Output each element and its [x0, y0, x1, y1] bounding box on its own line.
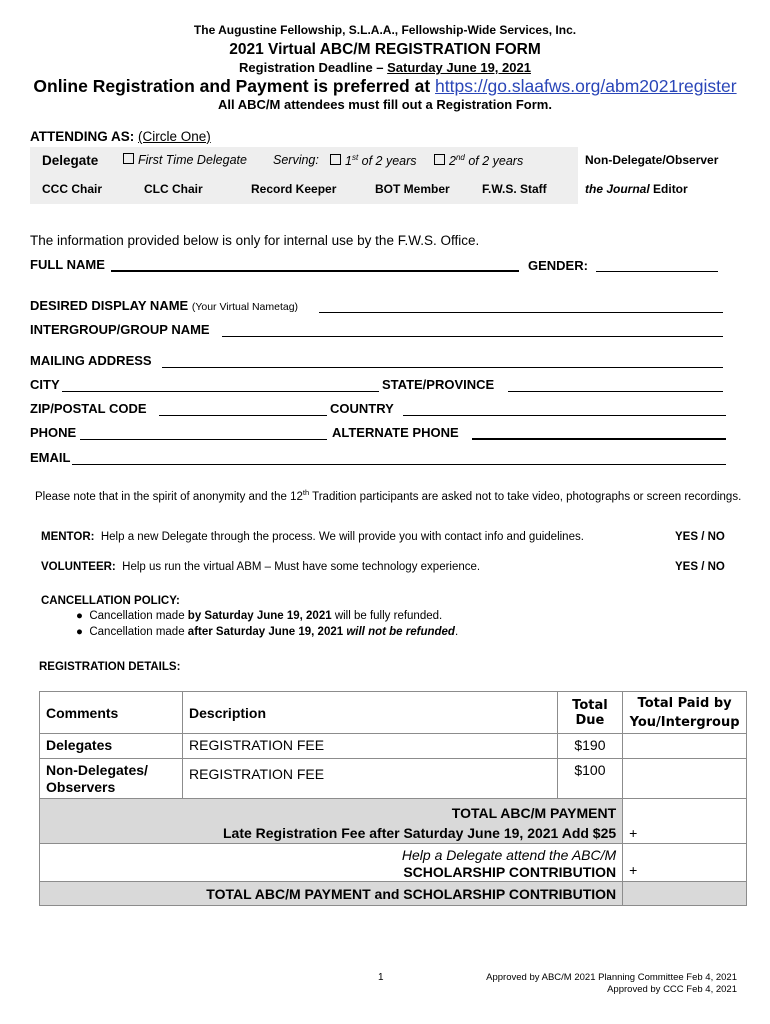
state-field[interactable] [508, 391, 723, 392]
attending-label: ATTENDING AS: [30, 129, 135, 144]
approval-line1: Approved by ABC/M 2021 Planning Committee Feb 4, 2021 [486, 972, 737, 983]
alt-phone-field[interactable] [472, 438, 726, 440]
total-payment-cell [40, 799, 623, 844]
header-description: Description [183, 692, 558, 734]
display-name-label-row [30, 298, 298, 313]
nondelegates-line1: Non-Delegates/ [46, 762, 148, 778]
table-row-total [40, 799, 747, 844]
header-comments: Comments [40, 692, 183, 734]
total-payment-paid[interactable] [623, 799, 747, 844]
anonymity-pre: Please note that in the spirit of anonymity and the 12 [35, 490, 303, 503]
cancellation-item-1 [76, 610, 442, 622]
second-year-sup: nd [455, 153, 465, 162]
intergroup-label: INTERGROUP/GROUP NAME [30, 322, 210, 337]
cancel1-bold: by Saturday June 19, 2021 [187, 610, 332, 622]
option-second-year[interactable] [434, 153, 523, 168]
approval-note [486, 972, 737, 996]
row-nondelegates-paid[interactable] [623, 759, 747, 799]
cancel2-bold: after Saturday June 19, 2021 [187, 626, 344, 638]
option-journal-editor[interactable] [585, 182, 688, 196]
volunteer-label: VOLUNTEER: [41, 561, 116, 573]
gender-label: GENDER: [528, 258, 588, 273]
row-nondelegates-due: $100 [557, 759, 622, 799]
internal-use-note: The information provided below is only for internal use by the F.W.S. Office. [30, 233, 480, 248]
city-field[interactable] [62, 391, 379, 392]
cancellation-title: CANCELLATION POLICY: [41, 595, 180, 607]
journal-rest: Editor [649, 182, 688, 196]
table-header-row [40, 692, 747, 734]
mentor-label: MENTOR: [41, 531, 95, 543]
header-total-due: Total Due [557, 692, 622, 734]
form-title: 2021 Virtual ABC/M REGISTRATION FORM [229, 41, 541, 58]
country-label: COUNTRY [330, 401, 394, 416]
option-record-keeper[interactable]: Record Keeper [251, 182, 337, 196]
display-name-field[interactable] [319, 312, 723, 313]
online-line [0, 76, 770, 97]
late-fee-label: Late Registration Fee after Saturday June 19, 2021 Add $25 [222, 825, 617, 841]
mentor-row [41, 531, 584, 543]
option-first-year[interactable] [330, 153, 417, 168]
total-paid-line2: You/Intergroup [629, 714, 740, 730]
display-name-label: DESIRED DISPLAY NAME [30, 298, 189, 313]
full-name-field[interactable] [111, 270, 519, 272]
email-field[interactable] [72, 464, 726, 465]
total-payment-label: TOTAL ABC/M PAYMENT [451, 805, 617, 821]
row-delegates-comment: Delegates [40, 734, 183, 759]
scholarship-cell [40, 844, 623, 882]
registration-link[interactable]: https://go.slaafws.org/abm2021register [435, 76, 737, 96]
option-clc-chair[interactable]: CLC Chair [144, 182, 203, 196]
journal-italic: the Journal [585, 182, 650, 196]
first-time-checkbox[interactable] [123, 153, 134, 164]
table-row-scholarship [40, 844, 747, 882]
approval-line2: Approved by CCC Feb 4, 2021 [607, 984, 737, 995]
phone-label: PHONE [30, 425, 77, 440]
page-number: 1 [378, 972, 384, 983]
option-first-time[interactable] [123, 153, 247, 167]
display-name-note: (Your Virtual Nametag) [191, 301, 299, 313]
row-delegates-paid[interactable] [623, 734, 747, 759]
bullet-icon: ● [76, 626, 83, 638]
scholarship-paid[interactable] [623, 844, 747, 882]
grand-total-cell: TOTAL ABC/M PAYMENT and SCHOLARSHIP CONTRIBUTION [40, 882, 623, 906]
table-row-grand-total [40, 882, 747, 906]
second-year-rest: of 2 years [464, 154, 524, 169]
deadline-line [0, 60, 770, 75]
header-total-paid [623, 692, 747, 734]
deadline-date: Saturday June 19, 2021 [387, 60, 531, 75]
volunteer-row [41, 561, 480, 573]
mailing-field[interactable] [162, 367, 723, 368]
volunteer-yes-no[interactable]: YES / NO [675, 561, 725, 573]
plus-sign: + [629, 825, 638, 841]
row-delegates-due: $190 [557, 734, 622, 759]
first-year-rest: of 2 years [358, 154, 417, 169]
option-ccc-chair[interactable]: CCC Chair [42, 182, 103, 196]
mentor-yes-no[interactable]: YES / NO [675, 531, 725, 543]
mailing-label: MAILING ADDRESS [30, 353, 152, 368]
row-nondelegates-description: REGISTRATION FEE [183, 759, 558, 799]
row-delegates-description: REGISTRATION FEE [183, 734, 558, 759]
scholarship-label: SCHOLARSHIP CONTRIBUTION [403, 864, 617, 880]
anonymity-sup: th [302, 488, 310, 497]
cancel2-bold-italic: will not be refunded [346, 626, 455, 638]
bullet-icon: ● [76, 610, 83, 622]
first-year-num: 1 [345, 154, 352, 169]
zip-field[interactable] [159, 415, 327, 416]
email-label: EMAIL [30, 450, 71, 465]
first-time-label: First Time Delegate [138, 153, 247, 167]
alt-phone-label: ALTERNATE PHONE [332, 425, 459, 440]
cancel1-post: will be fully refunded. [331, 610, 443, 622]
attending-label-row [30, 129, 211, 144]
option-fws-staff[interactable]: F.W.S. Staff [482, 182, 547, 196]
cancel2-post: . [454, 626, 459, 638]
deadline-prefix: Registration Deadline – [239, 60, 388, 75]
circle-one: (Circle One) [138, 129, 211, 144]
option-bot-member[interactable]: BOT Member [375, 182, 450, 196]
first-year-checkbox[interactable] [330, 154, 341, 165]
intergroup-field[interactable] [222, 336, 723, 337]
state-label: STATE/PROVINCE [382, 377, 495, 392]
plus-sign: + [629, 862, 638, 878]
row-nondelegates-comment [40, 759, 183, 799]
mentor-text: Help a new Delegate through the process. We will provide you with contact info and guidelines. [100, 531, 584, 543]
cancel2-pre: Cancellation made [89, 626, 188, 638]
help-delegate-label: Help a Delegate attend the ABC/M [401, 847, 617, 863]
cancellation-item-2 [76, 626, 458, 638]
city-label: CITY [30, 377, 60, 392]
table-row [40, 734, 747, 759]
anonymity-post: Tradition participants are asked not to take video, photographs or screen recordings. [309, 490, 742, 503]
org-name: The Augustine Fellowship, S.L.A.A., Fellowship-Wide Services, Inc. [193, 23, 577, 37]
zip-label: ZIP/POSTAL CODE [30, 401, 147, 416]
all-attendees-note: All ABC/M attendees must fill out a Registration Form. [218, 97, 552, 112]
cancel1-pre: Cancellation made [89, 610, 188, 622]
anonymity-note [35, 485, 745, 505]
second-year-checkbox[interactable] [434, 154, 445, 165]
registration-table [39, 691, 747, 906]
full-name-label: FULL NAME [30, 257, 105, 272]
country-field[interactable] [403, 415, 726, 416]
volunteer-text: Help us run the virtual ABM – Must have some technology experience. [122, 561, 481, 573]
nondelegates-line2: Observers [46, 779, 116, 795]
option-non-delegate[interactable]: Non-Delegate/Observer [585, 153, 719, 167]
gender-field[interactable] [596, 271, 718, 272]
table-row [40, 759, 747, 799]
phone-field[interactable] [80, 439, 327, 440]
serving-label: Serving: [273, 153, 319, 167]
first-year-sup: st [351, 153, 359, 162]
option-delegate[interactable]: Delegate [42, 153, 99, 168]
total-paid-line1: Total Paid by [637, 695, 732, 711]
second-year-num: 2 [449, 154, 456, 169]
registration-title: REGISTRATION DETAILS: [39, 661, 181, 673]
grand-total-paid[interactable] [623, 882, 747, 906]
online-prefix: Online Registration and Payment is preferred at [33, 76, 436, 96]
